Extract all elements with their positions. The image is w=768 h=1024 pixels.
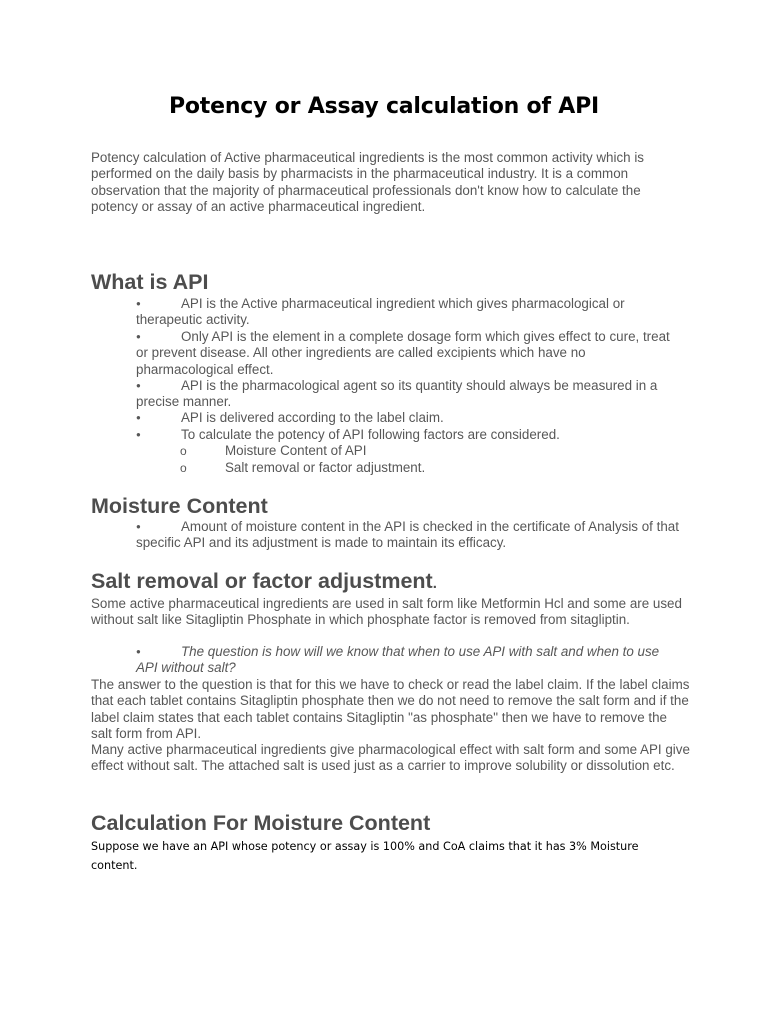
bullet-icon: ● (136, 430, 141, 439)
what-is-api-heading: What is API (91, 270, 209, 294)
list-item-text: Amount of moisture content in the API is checked in the certificate of Analysis of that specific API and its adjustment is made to maintain its efficacy. (136, 519, 679, 551)
salt-removal-heading-text: Salt removal or factor adjustment (91, 569, 433, 593)
intro-paragraph: Potency calculation of Active pharmaceutical ingredients is the most common activity which is performed on the daily basis by pharmacists in the pharmaceutical industry. It is a common observation that the majority of pharmaceutical professionals don't know how to calculate the potency or assay of an active pharmaceutical ingredient. (91, 150, 644, 214)
list-item-text: To calculate the potency of API following factors are considered. (181, 427, 560, 442)
bullet-icon: ● (136, 522, 141, 531)
list-item-text: Only API is the element in a complete dosage form which gives effect to cure, treat or prevent disease. All other ingredients are called excipients which have no pharmacological effect. (136, 329, 670, 377)
bullet-icon: ● (136, 381, 141, 390)
list-item (136, 329, 681, 378)
circle-bullet-icon: o (180, 461, 187, 475)
bullet-icon: ● (136, 332, 141, 341)
salt-paragraph-3: Many active pharmaceutical ingredients give pharmacological effect with salt form and some API give effect without salt. The attached salt is used just as a carrier to improve solubility or dissolution etc. (91, 742, 690, 774)
list-item-text: API is delivered according to the label claim. (181, 410, 444, 425)
sub-list-item-text: Salt removal or factor adjustment. (225, 460, 426, 475)
bullet-icon: ● (136, 299, 141, 308)
salt-paragraph-2: The answer to the question is that for this we have to check or read the label claim. If the label claims that each tablet contains Sitagliptin phosphate then we do not need to remove the salt form and if the label claim states that each tablet contains Sitagliptin "as phosphate" then we have to remove the salt form from API. (91, 677, 690, 741)
list-item (136, 410, 681, 426)
list-item (136, 519, 681, 552)
salt-removal-heading (91, 569, 437, 594)
circle-bullet-icon: o (180, 444, 187, 458)
moisture-content-heading: Moisture Content (91, 494, 268, 518)
list-item (136, 427, 681, 443)
calculation-heading: Calculation For Moisture Content (91, 811, 431, 835)
calculation-text: Suppose we have an API whose potency or assay is 100% and CoA claims that it has 3% Moisture content. (91, 840, 639, 872)
list-item-text: API is the pharmacological agent so its quantity should always be measured in a precise manner. (136, 378, 658, 410)
sub-list-item-text: Moisture Content of API (225, 443, 367, 458)
list-item (136, 644, 681, 677)
list-item-text: API is the Active pharmaceutical ingredient which gives pharmacological or therapeutic activity. (136, 296, 625, 328)
bullet-icon: ● (136, 413, 141, 422)
page-title: Potency or Assay calculation of API (168, 94, 600, 119)
list-item-text: The question is how will we know that when to use API with salt and when to use API without salt? (136, 644, 660, 676)
list-item (136, 378, 681, 411)
heading-period: . (432, 575, 437, 592)
bullet-icon: ● (136, 647, 141, 656)
salt-paragraph-1: Some active pharmaceutical ingredients are used in salt form like Metformin Hcl and some are used without salt like Sitagliptin Phosphate in which phosphate factor is removed from sitagliptin. (91, 596, 682, 628)
list-item (136, 296, 681, 329)
